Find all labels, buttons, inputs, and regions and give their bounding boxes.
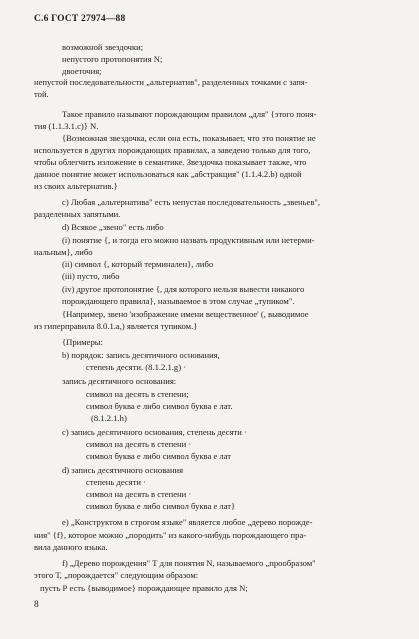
text-line: из гиперправила 8.0.1.a,) является тупиком.} — [34, 321, 198, 331]
text-line: степень десяти · — [86, 477, 146, 487]
text-line: (i) понятие {, и тогда его можно назвать продуктивным или нетерми- — [62, 235, 315, 245]
text-line: ния" {f}, которое можно „породить" из какого-нибудь порождающего пра- — [34, 530, 307, 540]
text-line: d) Всякое „звено" есть либо — [62, 222, 164, 232]
text-line: е) „Конструктом в строгом языке" является любое „дерево порожде- — [62, 517, 313, 527]
text-line: (iii) пусто, либо — [62, 271, 120, 281]
text-line: тия (1.1.3.1.c)} N. — [34, 121, 99, 131]
text-line: порождающего правила}, называемое в этом случае „тупиком". — [62, 296, 295, 306]
text-line: {Возможная звездочка, если она есть, показывает, что это понятие не — [62, 133, 316, 143]
text-line: степень десяти. (8.1.2.1.g) · — [86, 362, 187, 372]
text-line: (iv) другое протопонятие {, для которого нельзя вывести никакого — [62, 284, 305, 294]
text-line: c) запись десятичного основания, степень десяти · — [62, 427, 247, 437]
text-line: из своих альтернатив.} — [34, 181, 118, 191]
text-line: разделенных запятыми. — [34, 209, 121, 219]
page-header: С.6 ГОСТ 27974—88 — [34, 14, 126, 24]
text-line: с) Любая „альтернатива" есть непустая последовательность „звеньев", — [62, 197, 321, 207]
page-number: 8 — [34, 600, 39, 610]
text-line: символ на десять в степени · — [86, 439, 192, 449]
text-line: {Например, звено 'изображение имени вещественное' (, выводимое — [62, 309, 309, 319]
text-line: символ на десять в степени · — [86, 489, 192, 499]
text-line: {Примеры: — [62, 337, 103, 347]
text-line: Такое правило называют порождающим правилом „для" {этого поня- — [62, 109, 317, 119]
text-line: чтобы облегчить изложение в семантике. Звездочка показывает также, что — [34, 157, 307, 167]
text-line: пусть Р есть {выводимое} порождающее правило для N; — [40, 583, 248, 593]
text-line: непустой последовательности „альтернатив", разделенных точками с запя- — [34, 77, 308, 87]
text-line: (8.1.2.1.h) — [91, 413, 127, 423]
text-line: f) „Дерево порождения" Т для понятия N, называемого „прообразом" — [62, 558, 316, 568]
text-line: символ буква е либо символ буква е лат — [86, 451, 232, 461]
text-line: b) порядок: запись десятичного основания, — [62, 350, 220, 360]
text-line: (ii) символ {, который терминален}, либо — [62, 259, 214, 269]
text-line: непустого протопонятия N; — [62, 54, 163, 64]
text-line: символ на десять в степени; — [86, 389, 189, 399]
text-line: символ буква е либо символ буква е лат} — [86, 501, 236, 511]
text-line: вила данного языка. — [34, 542, 108, 552]
text-line: той. — [34, 89, 49, 99]
text-line: двоеточия; — [62, 66, 102, 76]
text-line: символ буква е либо символ буква е лат. — [86, 401, 233, 411]
text-line: d) запись десятичного основания — [62, 465, 184, 475]
text-line: нальным}, либо — [34, 247, 93, 257]
text-line: запись десятичного основания: — [62, 376, 177, 386]
text-line: используется в других порождающих правилах, а заведено только для того, — [34, 145, 311, 155]
text-line: возможной звездочки; — [62, 42, 144, 52]
text-line: этого Т, „порождается" следующим образом: — [34, 570, 199, 580]
text-line: данное понятие может использоваться как „абстракция" (1.1.4.2.b) одной — [34, 169, 302, 179]
